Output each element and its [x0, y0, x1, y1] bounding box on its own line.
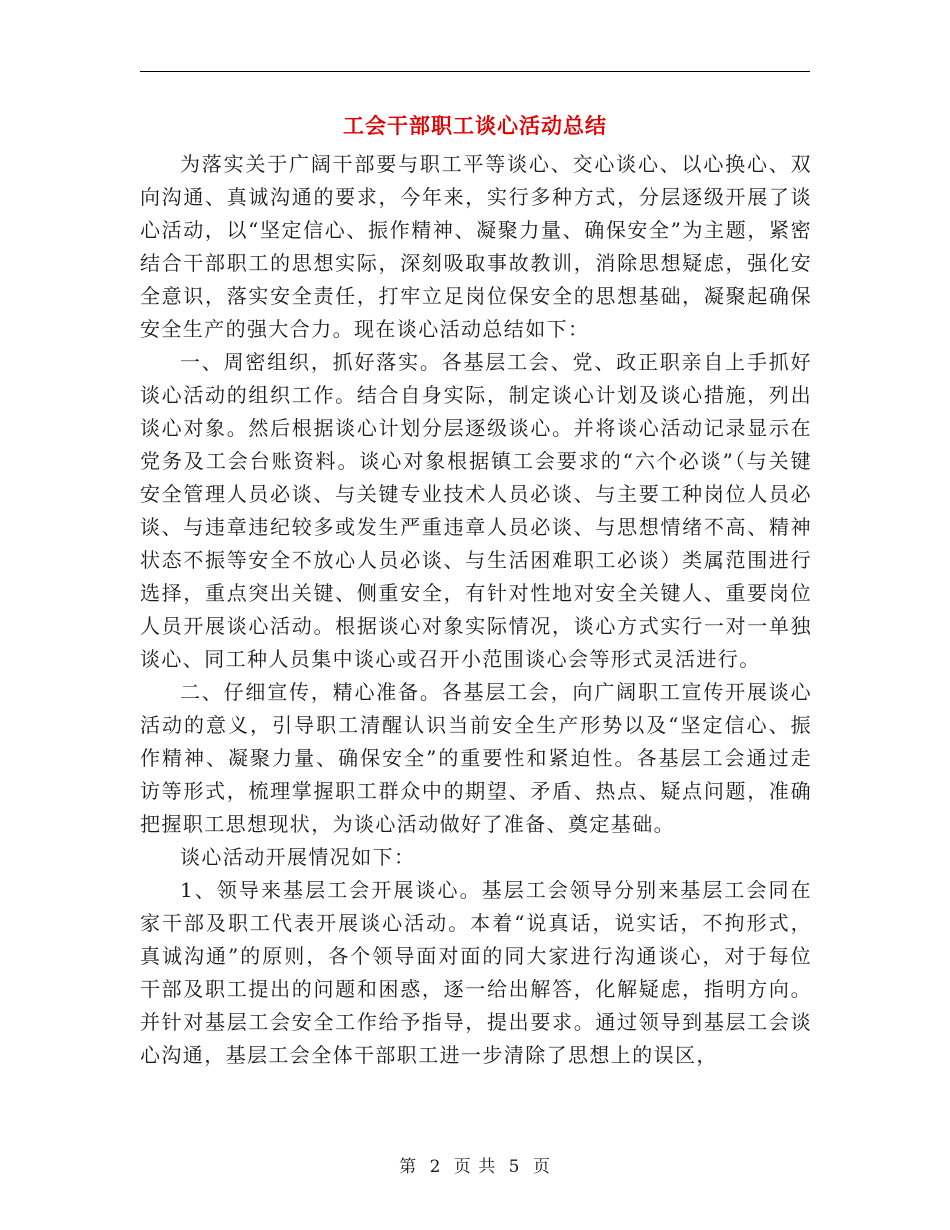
footer-middle: 页 共	[453, 1157, 497, 1177]
paragraph-item-1: 1、领导来基层工会开展谈心。基层工会领导分别来基层工会同在家干部及职工代表开展谈心活动。本着“说真话，说实话，不拘形式，真诚沟通”的原则，各个领导面对面的同大家进行沟通谈心，对于每位干部及职工提出的问题和困惑，逐一给出解答，化解疑虑，指明方向。并针对基层工会安全工作给予指导，提出要求。通过领导到基层工会谈心沟通，基层工会全体干部职工进一步清除了思想上的误区，	[140, 878, 812, 1067]
paragraph-intro: 为落实关于广阔干部要与职工平等谈心、交心谈心、以心换心、双向沟通、真诚沟通的要求，今年来，实行多种方式，分层逐级开展了谈心活动，以“坚定信心、振作精神、凝聚力量、确保安全”为主题，紧密结合干部职工的思想实际，深刻吸取事故教训，消除思想疑虑，强化安全意识，落实安全责任，打牢立足岗位保安全的思想基础，凝聚起确保安全生产的强大合力。现在谈心活动总结如下：	[140, 152, 812, 341]
paragraph-section-2: 二、仔细宣传，精心准备。各基层工会，向广阔职工宣传开展谈心活动的意义，引导职工清醒认识当前安全生产形势以及“坚定信心、振作精神、凝聚力量、确保安全”的重要性和紧迫性。各基层工会通过走访等形式，梳理掌握职工群众中的期望、矛盾、热点、疑点问题，准确把握职工思想现状，为谈心活动做好了准备、奠定基础。	[140, 680, 812, 836]
paragraph-section-1: 一、周密组织，抓好落实。各基层工会、党、政正职亲自上手抓好谈心活动的组织工作。结合自身实际，制定谈心计划及谈心措施，列出谈心对象。然后根据谈心计划分层逐级谈心。并将谈心活动记录显示在党务及工会台账资料。谈心对象根据镇工会要求的“六个必谈”（与关键安全管理人员必谈、与关键专业技术人员必谈、与主要工种岗位人员必谈、与违章违纪较多或发生严重违章人员必谈、与思想情绪不高、精神状态不振等安全不放心人员必谈、与生活困难职工必谈）类属范围进行选择，重点突出关键、侧重安全，有针对性地对安全关键人、重要岗位人员开展谈心活动。根据谈心对象实际情况，谈心方式实行一对一单独谈心、同工种人员集中谈心或召开小范围谈心会等形式灵活进行。	[140, 350, 812, 671]
footer-current-page: 2	[429, 1157, 442, 1177]
footer-total-pages: 5	[508, 1157, 521, 1177]
footer-suffix: 页	[532, 1157, 551, 1177]
document-title: 工会干部职工谈心活动总结	[343, 113, 607, 138]
header-rule	[140, 71, 810, 72]
footer-prefix: 第	[399, 1157, 418, 1177]
paragraph-subheading: 谈心活动开展情况如下：	[180, 845, 416, 869]
page-footer	[0, 1152, 950, 1177]
document-body	[140, 148, 812, 1072]
